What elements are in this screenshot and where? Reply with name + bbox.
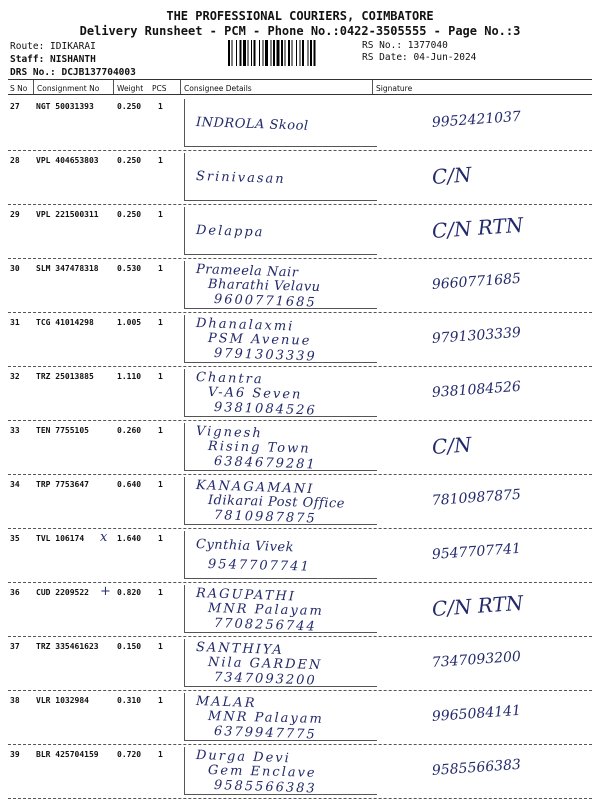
- row-sno: 33: [10, 426, 20, 435]
- handwritten-consignee-line: MNR Palayam: [207, 601, 325, 620]
- consignment-number: VLR 1032984: [36, 696, 89, 705]
- handwritten-consignee-line: 9600771685: [213, 292, 317, 311]
- row-pcs: 1: [158, 426, 163, 435]
- col-header-weight: Weight: [117, 84, 144, 93]
- handwritten-consignee-line: Srinivasan: [195, 169, 286, 188]
- handwritten-consignee-line: Idikarai Post Office: [207, 493, 346, 512]
- row-pcs: 1: [158, 372, 163, 381]
- col-divider: [372, 80, 373, 94]
- route-label: Route: IDIKARAI: [10, 41, 96, 52]
- handwritten-mark: x: [100, 530, 108, 545]
- handwritten-consignee-line: Bharathi Velavu: [207, 277, 321, 295]
- handwritten-consignee-line: Delappa: [195, 223, 265, 241]
- consignment-number: SLM 347478318: [36, 264, 99, 273]
- handwritten-consignee-line: Cynthia Vivek: [195, 537, 295, 556]
- drs-number: DRS No.: DCJB137704003: [10, 67, 136, 78]
- row-pcs: 1: [158, 588, 163, 597]
- col-divider: [180, 80, 181, 94]
- row-pcs: 1: [158, 696, 163, 705]
- row-pcs: 1: [158, 210, 163, 219]
- signature-handwriting: 7347093200: [431, 648, 522, 671]
- consignment-number: BLR 425704159: [36, 750, 99, 759]
- handwritten-consignee-line: V-A6 Seven: [207, 385, 303, 403]
- rs-number: RS No.: 1377040: [362, 40, 448, 51]
- row-weight: 0.640: [117, 480, 142, 489]
- row-sno: 28: [10, 156, 20, 165]
- staff-label: Staff: NISHANTH: [10, 54, 96, 65]
- row-pcs: 1: [158, 156, 163, 165]
- handwritten-mark: +: [100, 584, 111, 599]
- handwritten-consignee-line: 9585566383: [213, 778, 317, 797]
- signature-handwriting: 9965084141: [431, 702, 522, 725]
- table-row: [8, 637, 592, 691]
- barcode: [228, 40, 356, 66]
- row-weight: 0.250: [117, 156, 142, 165]
- col-divider: [113, 80, 114, 94]
- header-top-rule: [8, 79, 592, 80]
- table-row: [8, 151, 592, 205]
- col-header-consignment: Consignment No: [37, 84, 100, 93]
- consignment-number: TCG 41014298: [36, 318, 94, 327]
- handwritten-consignee-line: Vignesh: [195, 424, 263, 442]
- col-header-signature: Signature: [376, 84, 413, 93]
- signature-handwriting: C/N: [431, 432, 473, 459]
- row-divider: [8, 798, 592, 799]
- consignment-number: TRZ 25013885: [36, 372, 94, 381]
- table-row: [8, 313, 592, 367]
- row-sno: 37: [10, 642, 20, 651]
- row-weight: 0.260: [117, 426, 142, 435]
- row-weight: 1.005: [117, 318, 142, 327]
- row-sno: 38: [10, 696, 20, 705]
- handwritten-consignee-line: PSM Avenue: [207, 331, 312, 349]
- consignment-number: TRP 7753647: [36, 480, 89, 489]
- signature-handwriting: 9660771685: [431, 270, 522, 293]
- table-row: [8, 205, 592, 259]
- signature-handwriting: 7810987875: [431, 486, 522, 509]
- handwritten-consignee-line: 9791303339: [213, 346, 317, 365]
- handwritten-consignee-line: MNR Palayam: [207, 709, 325, 728]
- row-pcs: 1: [158, 534, 163, 543]
- col-header-details: Consignee Details: [184, 84, 252, 93]
- handwritten-consignee-line: 9381084526: [213, 400, 317, 419]
- consignment-number: VPL 404653803: [36, 156, 99, 165]
- signature-handwriting: C/N RTN: [431, 212, 525, 243]
- handwritten-consignee-line: Nila GARDEN: [207, 655, 323, 673]
- handwritten-consignee-line: MALAR: [195, 694, 257, 712]
- consignment-number: TVL 106174: [36, 534, 85, 543]
- row-sno: 35: [10, 534, 20, 543]
- row-pcs: 1: [158, 264, 163, 273]
- consignment-number: TRZ 335461623: [36, 642, 99, 651]
- row-weight: 0.720: [117, 750, 142, 759]
- signature-handwriting: C/N RTN: [431, 590, 525, 621]
- handwritten-consignee-line: 7810987875: [213, 508, 317, 527]
- row-sno: 30: [10, 264, 20, 273]
- handwritten-consignee-line: RAGUPATHI: [195, 586, 297, 605]
- signature-handwriting: 9585566383: [431, 756, 522, 779]
- consignment-number: TEN 7755105: [36, 426, 89, 435]
- signature-handwriting: 9547707741: [431, 540, 522, 563]
- consignment-number: NGT 50031393: [36, 102, 94, 111]
- table-row: [8, 421, 592, 475]
- handwritten-consignee-line: Durga Devi: [195, 748, 292, 767]
- row-sno: 34: [10, 480, 20, 489]
- signature-handwriting: 9381084526: [431, 378, 522, 401]
- table-row: [8, 475, 592, 529]
- handwritten-consignee-line: 7708256744: [213, 616, 317, 635]
- handwritten-consignee-line: KANAGAMANI: [195, 478, 315, 498]
- row-weight: 1.640: [117, 534, 142, 543]
- handwritten-consignee-line: 7347093200: [213, 670, 317, 689]
- row-weight: 0.150: [117, 642, 142, 651]
- row-sno: 29: [10, 210, 20, 219]
- col-header-pcs: PCS: [152, 84, 167, 93]
- handwritten-consignee-line: INDROLA Skool: [195, 115, 309, 134]
- row-sno: 39: [10, 750, 20, 759]
- row-pcs: 1: [158, 102, 163, 111]
- row-weight: 0.250: [117, 102, 142, 111]
- handwritten-consignee-line: Chantra: [195, 370, 264, 388]
- signature-handwriting: C/N: [431, 162, 473, 189]
- row-weight: 0.820: [117, 588, 142, 597]
- consignment-number: CUD 2209522: [36, 588, 89, 597]
- row-weight: 0.530: [117, 264, 142, 273]
- row-sno: 36: [10, 588, 20, 597]
- row-pcs: 1: [158, 642, 163, 651]
- runsheet-subtitle: Delivery Runsheet - PCM - Phone No.:0422-3505555 - Page No.:3: [79, 24, 521, 38]
- row-sno: 32: [10, 372, 20, 381]
- row-weight: 0.310: [117, 696, 142, 705]
- row-weight: 1.110: [117, 372, 142, 381]
- col-divider: [33, 80, 34, 94]
- handwritten-consignee-line: Prameela Nair: [195, 262, 299, 281]
- col-header-sno: S No: [10, 84, 28, 93]
- row-pcs: 1: [158, 480, 163, 489]
- handwritten-consignee-line: Dhanalaxmi: [195, 316, 295, 335]
- consignment-number: VPL 221500311: [36, 210, 99, 219]
- table-row: [8, 529, 592, 583]
- handwritten-consignee-line: Rising Town: [207, 439, 311, 457]
- handwritten-consignee-line: 6384679281: [213, 454, 317, 473]
- table-row: [8, 97, 592, 151]
- company-title: THE PROFESSIONAL COURIERS, COIMBATORE: [166, 9, 434, 23]
- signature-handwriting: 9791303339: [431, 324, 522, 347]
- table-row: [8, 259, 592, 313]
- table-row: [8, 745, 592, 799]
- table-row: [8, 583, 592, 637]
- table-row: [8, 691, 592, 745]
- handwritten-consignee-line: SANTHIYA: [195, 640, 284, 659]
- table-row: [8, 367, 592, 421]
- handwritten-consignee-line: Gem Enclave: [207, 763, 317, 781]
- signature-handwriting: 9952421037: [431, 108, 522, 131]
- row-sno: 27: [10, 102, 20, 111]
- handwritten-consignee-line: 6379947775: [213, 724, 317, 743]
- row-pcs: 1: [158, 750, 163, 759]
- row-weight: 0.250: [117, 210, 142, 219]
- row-sno: 31: [10, 318, 20, 327]
- row-pcs: 1: [158, 318, 163, 327]
- handwritten-consignee-line: 9547707741: [207, 557, 311, 575]
- header-bottom-rule: [8, 94, 592, 95]
- rs-date: RS Date: 04-Jun-2024: [362, 52, 477, 63]
